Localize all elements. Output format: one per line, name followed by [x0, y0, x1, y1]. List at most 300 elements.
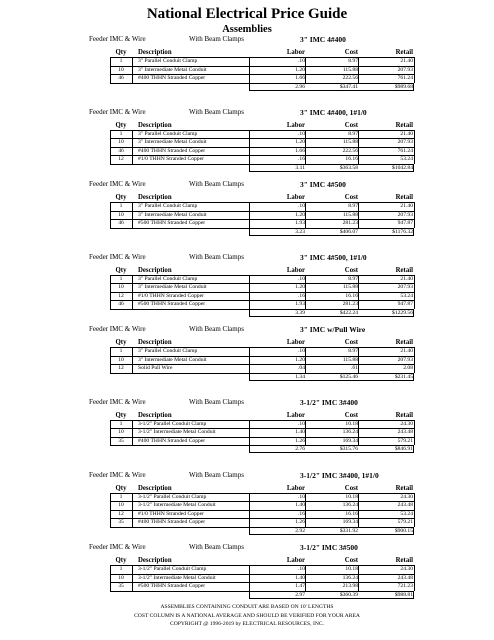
- table-rule: [110, 582, 414, 583]
- total-row: [0, 164, 494, 173]
- column-header-labor: Labor: [286, 266, 305, 274]
- total-row: [0, 591, 494, 600]
- table-column-rule: [249, 347, 250, 373]
- cell-labor: .10: [298, 566, 305, 573]
- cell-desc: #500 THHN Stranded Copper: [138, 583, 206, 590]
- table-column-rule: [305, 493, 306, 527]
- cell-cost: 8.97: [348, 130, 358, 137]
- column-header-retail: Retail: [395, 49, 413, 56]
- cell-desc: #400 THHN Stranded Copper: [138, 147, 206, 154]
- column-header-labor: Labor: [286, 411, 305, 419]
- page-subtitle: Assemblies: [222, 24, 272, 35]
- total-cost: $125.46: [339, 373, 358, 380]
- cell-cost: 136.24: [342, 502, 358, 509]
- section-assembly-code: 3" IMC 4#400, 1#1/0: [300, 107, 367, 117]
- table-column-rule: [110, 493, 111, 527]
- table-rule: [110, 428, 414, 429]
- column-header-labor: Labor: [286, 557, 305, 565]
- total-labor: 3.39: [295, 309, 305, 316]
- cell-labor: .10: [298, 58, 305, 64]
- cell-qty: 10: [118, 574, 124, 581]
- total-retail: $1176.32: [392, 228, 413, 235]
- item-table: [0, 275, 494, 318]
- cell-labor: .04: [298, 365, 305, 372]
- column-header-labor: Labor: [286, 194, 305, 202]
- cell-labor: 1.20: [295, 356, 305, 363]
- table-rule: [110, 138, 414, 139]
- cell-qty: 46: [118, 301, 124, 308]
- table-rule: [110, 518, 414, 519]
- cell-cost: 169.34: [342, 437, 358, 444]
- table-row: [0, 138, 494, 147]
- table-column-rule: [358, 565, 359, 591]
- column-header-labor: Labor: [286, 339, 305, 347]
- table-column-rule: [249, 493, 250, 527]
- table-rule: [110, 130, 414, 131]
- cell-labor: .10: [298, 420, 305, 427]
- table-rule: [110, 155, 414, 156]
- column-header-cost: Cost: [344, 339, 358, 347]
- cell-cost: 281.23: [342, 301, 358, 308]
- cell-labor: 1.66: [295, 147, 305, 154]
- cell-cost: 222.56: [342, 147, 358, 154]
- section-feeder-label: Feeder IMC & Wire: [89, 252, 146, 261]
- cell-retail: 53.24: [400, 156, 413, 163]
- cell-retail: 24.30: [400, 493, 413, 500]
- cell-cost: 213.98: [342, 583, 358, 590]
- table-rule: [110, 356, 414, 357]
- column-header-cost: Cost: [344, 484, 358, 492]
- cell-desc: 3" Parallel Conduit Clamp: [138, 275, 198, 282]
- cell-retail: 207.93: [397, 66, 413, 73]
- table-row: [0, 428, 494, 437]
- table-row: [0, 292, 494, 301]
- section-beam-label: With Beam Clamps: [189, 180, 244, 189]
- total-cost: $406.07: [339, 228, 358, 235]
- cell-desc: 3" Intermediate Metal Conduit: [138, 66, 207, 73]
- cell-retail: 243.48: [397, 429, 413, 436]
- cell-retail: 207.93: [397, 211, 413, 218]
- footer-line-cost-note: COST COLUMN IS A NATIONAL AVERAGE AND SHOULD BE VERIFIED FOR YOUR AREA: [134, 612, 360, 619]
- table-column-rule: [249, 275, 250, 309]
- cell-qty: 1: [119, 275, 123, 282]
- table-row: [0, 364, 494, 373]
- total-cost: $315.76: [339, 446, 358, 453]
- cell-qty: 10: [118, 356, 124, 363]
- section-beam-label: With Beam Clamps: [189, 470, 244, 479]
- cell-desc: 3" Parallel Conduit Clamp: [138, 58, 198, 64]
- cell-cost: 16.16: [345, 510, 358, 517]
- total-retail: $1042.84: [392, 164, 413, 171]
- cell-labor: .16: [298, 292, 305, 299]
- cell-desc: 3-1/2" Parallel Conduit Clamp: [138, 566, 207, 573]
- cell-labor: .10: [298, 203, 305, 210]
- total-cost: $363.58: [339, 164, 358, 171]
- cell-desc: #400 THHN Stranded Copper: [138, 75, 206, 81]
- table-rule: [110, 437, 414, 438]
- cell-qty: 35: [118, 583, 124, 590]
- table-column-rule: [110, 565, 111, 591]
- cell-qty: 1: [119, 130, 123, 137]
- total-labor: 2.96: [295, 83, 305, 90]
- cell-cost: 115.88: [342, 211, 358, 218]
- cell-desc: 3" Intermediate Metal Conduit: [138, 139, 207, 146]
- table-column-rule: [414, 347, 415, 373]
- cell-labor: 1.20: [295, 66, 305, 73]
- table-column-rule: [132, 57, 133, 83]
- column-header-cost: Cost: [344, 49, 358, 56]
- table-rule: [110, 292, 414, 293]
- section-header: [0, 34, 494, 45]
- table-rule: [110, 300, 414, 301]
- table-rule: [110, 501, 414, 502]
- table-column-rule: [358, 347, 359, 373]
- cell-retail: 243.48: [397, 502, 413, 509]
- item-table: [0, 57, 494, 91]
- column-header-labor: Labor: [286, 121, 305, 129]
- table-column-rule: [110, 420, 111, 446]
- page-title: National Electrical Price Guide: [146, 6, 348, 22]
- table-rule: [110, 275, 414, 276]
- assembly-section: [0, 324, 494, 397]
- cell-labor: .10: [298, 130, 305, 137]
- table-column-rule: [305, 130, 306, 164]
- table-column-rule: [132, 493, 133, 527]
- table-row: [0, 130, 494, 139]
- cell-cost: .61: [351, 365, 358, 372]
- table-row: [0, 202, 494, 211]
- column-header-description: Description: [138, 121, 172, 129]
- cell-retail: 21.40: [400, 275, 413, 282]
- cell-retail: 53.24: [400, 292, 413, 299]
- cell-desc: 3" Intermediate Metal Conduit: [138, 211, 207, 218]
- table-row: [0, 155, 494, 164]
- total-labor: 3.11: [295, 164, 305, 171]
- section-assembly-code: 3" IMC 4#500, 1#1/0: [300, 252, 367, 262]
- column-header-qty: Qty: [115, 557, 127, 565]
- cell-cost: 8.97: [348, 275, 358, 282]
- cell-cost: 8.97: [348, 58, 358, 64]
- assembly-sections: [0, 34, 494, 615]
- total-labor: 1.34: [295, 373, 305, 380]
- section-beam-label: With Beam Clamps: [189, 252, 244, 261]
- section-header: [0, 542, 494, 553]
- table-row: [0, 582, 494, 591]
- cell-cost: 281.23: [342, 220, 358, 227]
- cell-retail: 21.40: [400, 130, 413, 137]
- cell-cost: 115.88: [342, 139, 358, 146]
- table-rule: [110, 74, 414, 75]
- cell-qty: 1: [119, 420, 123, 427]
- cell-retail: 21.40: [400, 348, 413, 355]
- table-rule: [110, 57, 414, 58]
- cell-retail: 579.21: [397, 519, 413, 526]
- cell-qty: 12: [118, 510, 124, 517]
- cell-cost: 8.97: [348, 203, 358, 210]
- table-rule: [110, 510, 414, 511]
- section-feeder-label: Feeder IMC & Wire: [89, 543, 146, 552]
- column-header-retail: Retail: [395, 194, 413, 202]
- cell-labor: .10: [298, 493, 305, 500]
- table-row: [0, 501, 494, 510]
- column-header-row: [0, 121, 494, 130]
- cell-retail: 721.23: [397, 583, 413, 590]
- cell-retail: 947.87: [397, 220, 413, 227]
- table-row: [0, 283, 494, 292]
- table-column-rule: [132, 420, 133, 446]
- cell-qty: 10: [118, 429, 124, 436]
- section-assembly-code: 3-1/2" IMC 3#500: [300, 543, 358, 553]
- cell-labor: .10: [298, 348, 305, 355]
- table-column-rule: [358, 202, 359, 228]
- cell-labor: 1.26: [295, 519, 305, 526]
- cell-desc: #500 THHN Stranded Copper: [138, 301, 206, 308]
- column-header-qty: Qty: [115, 194, 127, 202]
- column-header-row: [0, 411, 494, 420]
- total-labor: 3.23: [295, 228, 305, 235]
- cell-cost: 10.18: [345, 566, 358, 573]
- cell-labor: .16: [298, 156, 305, 163]
- cell-qty: 35: [118, 437, 124, 444]
- cell-cost: 8.97: [348, 348, 358, 355]
- cell-desc: #1/0 THHN Stranded Copper: [138, 156, 204, 163]
- cell-cost: 10.18: [345, 493, 358, 500]
- column-header-retail: Retail: [395, 411, 413, 419]
- section-feeder-label: Feeder IMC & Wire: [89, 325, 146, 334]
- total-row: [0, 527, 494, 536]
- total-labor: 2.92: [295, 527, 305, 534]
- column-header-description: Description: [138, 49, 172, 56]
- total-row: [0, 83, 494, 92]
- table-row: [0, 147, 494, 156]
- section-header: [0, 179, 494, 190]
- total-retail: $900.15: [394, 527, 413, 534]
- table-rule: [110, 364, 414, 365]
- total-retail: $846.91: [394, 446, 413, 453]
- cell-qty: 10: [118, 139, 124, 146]
- cell-qty: 46: [118, 220, 124, 227]
- table-row: [0, 565, 494, 574]
- total-row: [0, 373, 494, 382]
- table-column-rule: [249, 130, 250, 164]
- column-header-row: [0, 556, 494, 565]
- cell-qty: 12: [118, 365, 124, 372]
- column-header-description: Description: [138, 484, 172, 492]
- cell-desc: 3" Intermediate Metal Conduit: [138, 284, 207, 291]
- assembly-section: [0, 470, 494, 543]
- table-column-rule: [358, 275, 359, 309]
- cell-labor: .10: [298, 275, 305, 282]
- column-header-qty: Qty: [115, 121, 127, 129]
- section-header: [0, 107, 494, 118]
- table-column-rule: [110, 275, 111, 309]
- cell-retail: 947.87: [397, 301, 413, 308]
- column-header-labor: Labor: [286, 49, 305, 56]
- cell-desc: 3" Intermediate Metal Conduit: [138, 356, 207, 363]
- section-assembly-code: 3-1/2" IMC 3#400: [300, 397, 358, 407]
- table-column-rule: [358, 57, 359, 83]
- cell-retail: 2.08: [403, 365, 413, 372]
- cell-cost: 136.24: [342, 574, 358, 581]
- cell-desc: Solid Pull Wire: [138, 365, 173, 372]
- total-retail: $231.45: [394, 373, 413, 380]
- total-labor: 2.97: [295, 591, 305, 598]
- table-row: [0, 219, 494, 228]
- cell-labor: 1.26: [295, 437, 305, 444]
- cell-qty: 10: [118, 284, 124, 291]
- column-header-row: [0, 484, 494, 493]
- column-header-qty: Qty: [115, 266, 127, 274]
- section-beam-label: With Beam Clamps: [189, 325, 244, 334]
- column-header-retail: Retail: [395, 266, 413, 274]
- column-header-description: Description: [138, 411, 172, 419]
- cell-labor: 1.20: [295, 284, 305, 291]
- cell-labor: 1.40: [295, 429, 305, 436]
- cell-desc: 3-1/2" Intermediate Metal Conduit: [138, 502, 216, 509]
- section-beam-label: With Beam Clamps: [189, 397, 244, 406]
- assembly-section: [0, 252, 494, 325]
- column-header-labor: Labor: [286, 484, 305, 492]
- table-rule: [110, 420, 414, 421]
- table-column-rule: [358, 493, 359, 527]
- column-header-qty: Qty: [115, 49, 127, 56]
- table-row: [0, 356, 494, 365]
- table-rule: [110, 493, 414, 494]
- cell-qty: 10: [118, 502, 124, 509]
- cell-desc: 3" Parallel Conduit Clamp: [138, 348, 198, 355]
- total-cost: $331.92: [339, 527, 358, 534]
- table-column-rule: [110, 130, 111, 164]
- cell-retail: 579.21: [397, 437, 413, 444]
- table-column-rule: [305, 420, 306, 446]
- table-column-rule: [358, 420, 359, 446]
- assembly-section: [0, 34, 494, 107]
- cell-retail: 207.93: [397, 356, 413, 363]
- table-column-rule: [110, 202, 111, 228]
- total-cost: $422.24: [339, 309, 358, 316]
- cell-cost: 115.88: [342, 356, 358, 363]
- cell-labor: 1.66: [295, 75, 305, 81]
- cell-retail: 24.30: [400, 566, 413, 573]
- section-assembly-code: 3" IMC 4#500: [300, 180, 346, 190]
- assembly-section: [0, 107, 494, 180]
- cell-retail: 21.40: [400, 203, 413, 210]
- cell-labor: 1.40: [295, 502, 305, 509]
- cell-desc: #1/0 THHN Stranded Copper: [138, 510, 204, 517]
- table-column-rule: [305, 202, 306, 228]
- cell-desc: #400 THHN Stranded Copper: [138, 437, 206, 444]
- assembly-section: [0, 179, 494, 252]
- table-rule: [110, 211, 414, 212]
- cell-desc: 3" Parallel Conduit Clamp: [138, 130, 198, 137]
- column-header-row: [0, 48, 494, 57]
- column-header-retail: Retail: [395, 484, 413, 492]
- total-retail: $989.68: [394, 83, 413, 90]
- column-header-qty: Qty: [115, 484, 127, 492]
- cell-retail: 761.24: [397, 75, 413, 81]
- section-feeder-label: Feeder IMC & Wire: [89, 107, 146, 116]
- total-cost: $360.39: [339, 591, 358, 598]
- column-header-qty: Qty: [115, 411, 127, 419]
- table-row: [0, 66, 494, 75]
- table-column-rule: [414, 565, 415, 591]
- item-table: [0, 493, 494, 536]
- cell-desc: #500 THHN Stranded Copper: [138, 220, 206, 227]
- table-row: [0, 493, 494, 502]
- column-header-cost: Cost: [344, 194, 358, 202]
- item-table: [0, 202, 494, 236]
- table-row: [0, 74, 494, 83]
- cell-retail: 21.40: [400, 58, 413, 64]
- table-column-rule: [305, 347, 306, 373]
- cell-cost: 115.88: [342, 284, 358, 291]
- cell-labor: 1.93: [295, 301, 305, 308]
- section-feeder-label: Feeder IMC & Wire: [89, 180, 146, 189]
- cell-retail: 207.93: [397, 284, 413, 291]
- table-column-rule: [132, 565, 133, 591]
- table-row: [0, 420, 494, 429]
- total-labor: 2.76: [295, 446, 305, 453]
- column-header-qty: Qty: [115, 339, 127, 347]
- table-column-rule: [249, 202, 250, 228]
- table-rule: [110, 283, 414, 284]
- cell-qty: 35: [118, 519, 124, 526]
- section-assembly-code: 3" IMC w/Pull Wire: [300, 325, 366, 335]
- table-column-rule: [249, 57, 250, 83]
- table-row: [0, 300, 494, 309]
- total-retail: $1229.56: [392, 309, 413, 316]
- cell-qty: 12: [118, 292, 124, 299]
- column-header-row: [0, 338, 494, 347]
- table-column-rule: [110, 57, 111, 83]
- column-header-cost: Cost: [344, 121, 358, 129]
- column-header-cost: Cost: [344, 266, 358, 274]
- table-column-rule: [305, 275, 306, 309]
- table-column-rule: [249, 420, 250, 446]
- cell-qty: 10: [118, 211, 124, 218]
- column-header-row: [0, 266, 494, 275]
- cell-retail: 761.24: [397, 147, 413, 154]
- cell-qty: 12: [118, 156, 124, 163]
- cell-qty: 46: [118, 75, 124, 81]
- column-header-description: Description: [138, 339, 172, 347]
- column-header-cost: Cost: [344, 557, 358, 565]
- cell-retail: 243.48: [397, 574, 413, 581]
- section-assembly-code: 3" IMC 4#400: [300, 35, 346, 44]
- footer: [0, 603, 494, 629]
- section-beam-label: With Beam Clamps: [189, 107, 244, 116]
- cell-cost: 16.16: [345, 292, 358, 299]
- cell-desc: 3-1/2" Parallel Conduit Clamp: [138, 420, 207, 427]
- cell-labor: 1.20: [295, 139, 305, 146]
- item-table: [0, 565, 494, 599]
- section-beam-label: With Beam Clamps: [189, 35, 244, 43]
- table-column-rule: [414, 130, 415, 164]
- table-rule: [110, 219, 414, 220]
- section-header: [0, 252, 494, 263]
- table-column-rule: [132, 275, 133, 309]
- table-column-rule: [414, 420, 415, 446]
- cell-cost: 115.88: [342, 66, 358, 73]
- table-row: [0, 437, 494, 446]
- table-rule: [110, 66, 414, 67]
- cell-cost: 136.24: [342, 429, 358, 436]
- section-feeder-label: Feeder IMC & Wire: [89, 397, 146, 406]
- section-header: [0, 397, 494, 408]
- column-header-retail: Retail: [395, 121, 413, 129]
- column-header-description: Description: [138, 266, 172, 274]
- cell-desc: #1/0 THHN Stranded Copper: [138, 292, 204, 299]
